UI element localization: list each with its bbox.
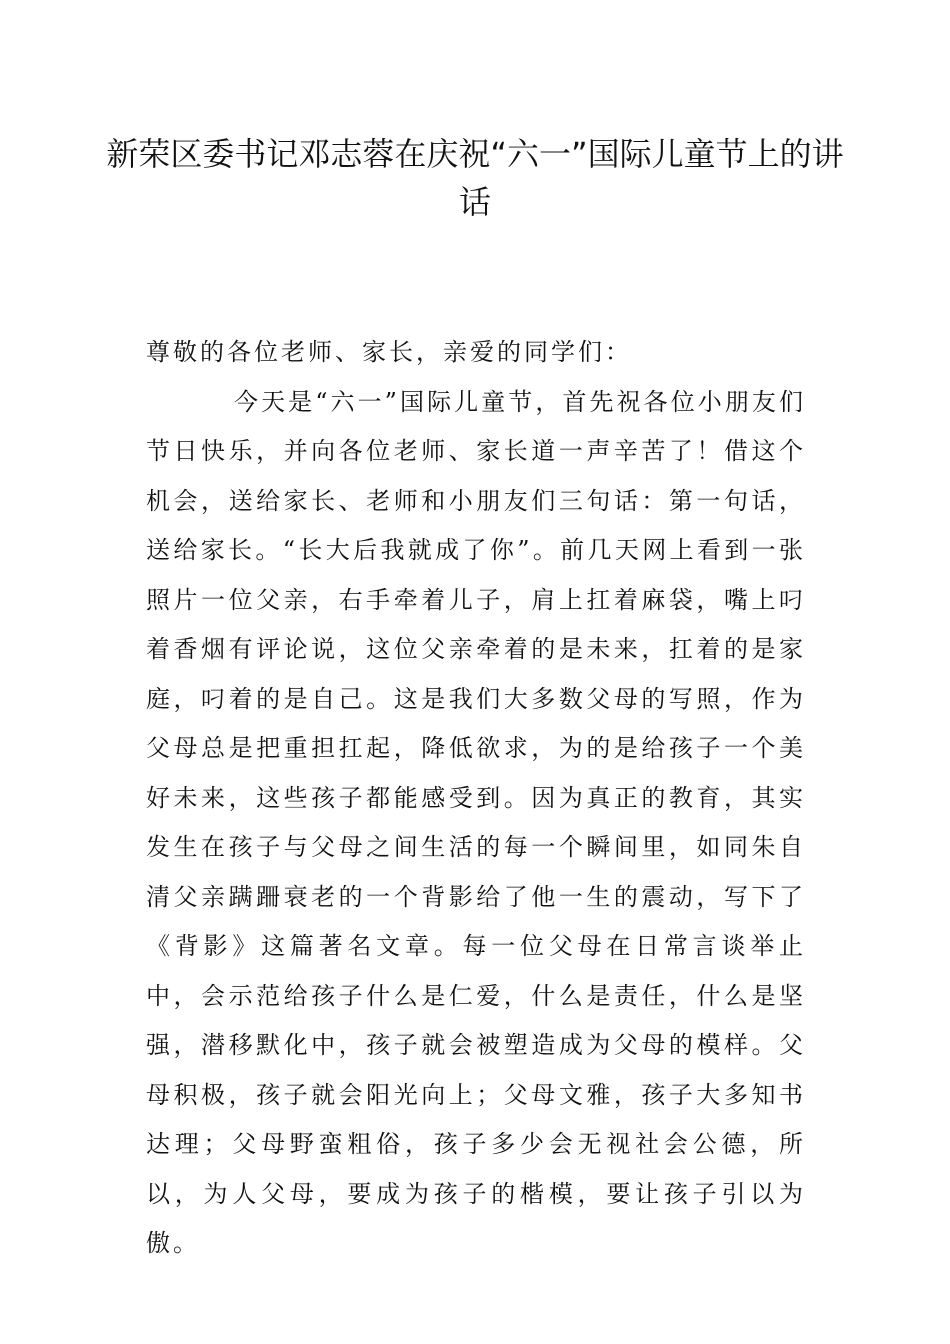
document-title: 新荣区委书记邓志蓉在庆祝“六一”国际儿童节上的讲话 [106,135,844,221]
document-body [146,328,806,1269]
body-paragraph: 今天是“六一”国际儿童节，首先祝各位小朋友们节日快乐，并向各位老师、家长道一声辛苦了！借这个机会，送给家长、老师和小朋友们三句话：第一句话，送给家长。“长大后我就成了你”。前几天网上看到一张照片一位父亲，右手牵着儿子，肩上扛着麻袋，嘴上叼着香烟有评论说，这位父亲牵着的是未来，扛着的是家庭，叼着的是自己。这是我们大多数父母的写照，作为父母总是把重担扛起，降低欲求，为的是给孩子一个美好未来，这些孩子都能感受到。因为真正的教育，其实发生在孩子与父母之间生活的每一个瞬间里，如同朱自清父亲蹒跚衰老的一个背影给了他一生的震动，写下了《背影》这篇著名文章。每一位父母在日常言谈举止中，会示范给孩子什么是仁爱，什么是责任，什么是坚强，潜移默化中，孩子就会被塑造成为父母的模样。父母积极，孩子就会阳光向上；父母文雅，孩子大多知书达理；父母野蛮粗俗，孩子多少会无视社会公德，所以，为人父母，要成为孩子的楷模，要让孩子引以为傲。 [146,387,806,1257]
salutation: 尊敬的各位老师、家长，亲爱的同学们： [146,338,632,366]
